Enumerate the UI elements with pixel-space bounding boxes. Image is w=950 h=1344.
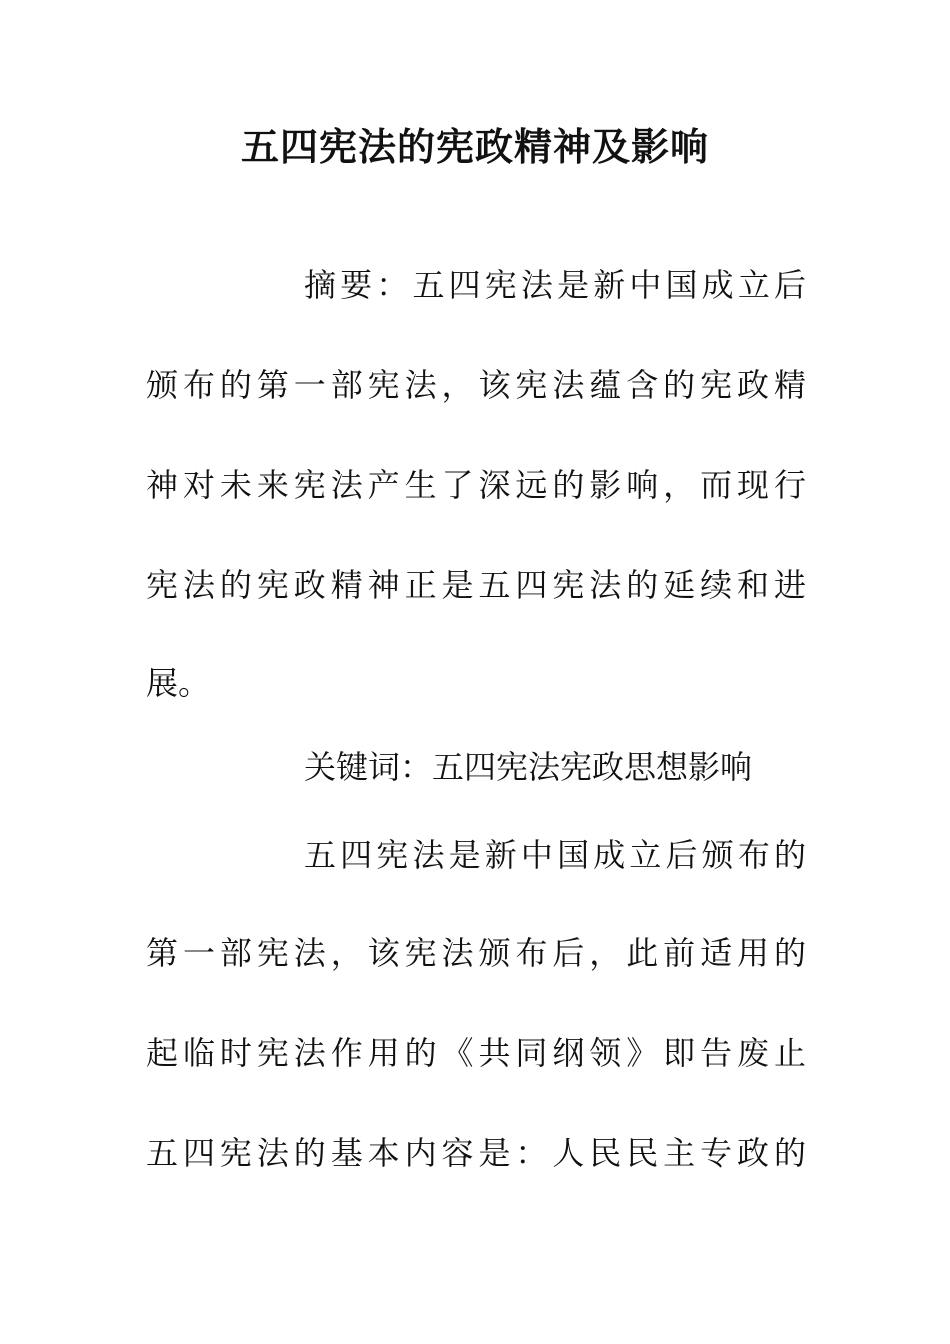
keywords-line: 关键词：五四宪法宪政思想影响 — [304, 748, 753, 786]
abstract-line-3: 神对未来宪法产生了深远的影响，而现行 — [146, 466, 806, 504]
abstract-line-5: 展。 — [146, 664, 211, 702]
abstract-line-4: 宪法的宪政精神正是五四宪法的延续和进 — [146, 566, 806, 604]
page-title: 五四宪法的宪政精神及影响 — [240, 124, 709, 169]
body-line-3: 起临时宪法作用的《共同纲领》即告废止 — [146, 1034, 806, 1072]
abstract-line-1: 摘要：五四宪法是新中国成立后 — [304, 266, 806, 304]
body-line-1: 五四宪法是新中国成立后颁布的 — [304, 836, 806, 874]
abstract-line-2: 颁布的第一部宪法，该宪法蕴含的宪政精 — [146, 366, 806, 404]
body-line-2: 第一部宪法，该宪法颁布后，此前适用的 — [146, 934, 806, 972]
body-line-4: 五四宪法的基本内容是：人民民主专政的 — [146, 1134, 806, 1172]
